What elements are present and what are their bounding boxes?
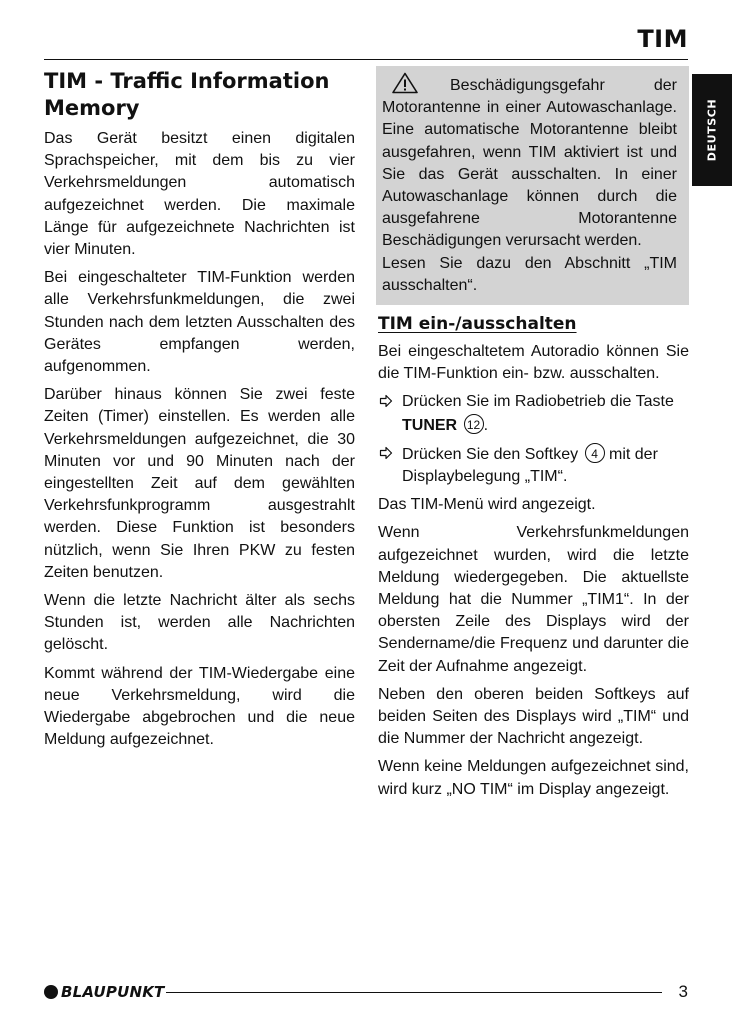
arrow-right-icon (379, 446, 393, 460)
paragraph: Das TIM-Menü wird angezeigt. (378, 496, 596, 514)
paragraph: Neben den oberen beiden Softkeys auf beiden Seiten des Displays wird „TIM“ und die Nummer der Nachricht angezeigt. (378, 685, 689, 748)
step-text-end: . (483, 416, 489, 434)
warning-box (376, 66, 689, 305)
paragraph: Darüber hinaus können Sie zwei feste Zeiten (Timer) einstellen. Es werden alle Verkehrsmeldungen aufgezeichnet, die 30 Minuten vor und 90 Minuten nach der eingestellten Zeit auf dem gewählten Verkehrsfunkprogramm ausgestrahlt werden. Diese Funktion ist besonders nützlich, wenn Sie Ihren PKW zu festen Zeiten benutzen. (44, 386, 355, 581)
paragraph: Bei eingeschalteter TIM-Funktion werden alle Verkehrsfunkmeldungen, die zwei Stunden nach dem letzten Ausschalten des Gerätes empfangen werden, aufgenommen. (44, 269, 355, 376)
paragraph: Kommt während der TIM-Wiedergabe eine neue Verkehrsmeldung, wird die Wiedergabe abgebrochen und die neue Meldung aufgezeichnet. (44, 664, 355, 749)
key-number-badge: 12 (464, 414, 484, 434)
logo-dot-icon (44, 985, 58, 999)
page-header-title: TIM (637, 25, 688, 53)
header-divider (44, 59, 688, 60)
right-column (378, 66, 689, 807)
brand-name: BLAUPUNKT (61, 983, 165, 1001)
language-tab-label: DEUTSCH (705, 98, 719, 162)
arrow-right-icon (379, 394, 393, 408)
warning-text: Beschädigungsgefahr der Motorantenne in einer Autowaschanlage. Eine automatische Motorantenne bleibt ausgefahren, wenn TIM aktiviert ist und Sie das Gerät ausschalten. In einer Autowaschanlage können durch die ausgefahrene Motorantenne Beschädigungen verursacht werden. (382, 77, 677, 250)
left-column (44, 66, 355, 757)
section-heading: TIM - Traffic Information Memory (44, 69, 330, 120)
warning-text-block (382, 72, 677, 253)
paragraph: Das Gerät besitzt einen digitalen Sprachspeicher, mit dem bis zu vier Verkehrsmeldungen automatisch aufgezeichnet werden. Die maximale Länge für aufgezeichnete Nachrichten ist vier Minuten. (44, 130, 355, 259)
brand-logo (44, 982, 165, 1002)
footer-divider (166, 992, 662, 993)
page-number: 3 (678, 982, 688, 1001)
softkey-number-badge: 4 (585, 443, 605, 463)
subsection-heading: TIM ein-/ausschalten (378, 314, 577, 335)
instruction-step-1 (378, 391, 689, 436)
instruction-step-2 (378, 443, 689, 488)
paragraph: Wenn keine Meldungen aufgezeichnet sind, wird kurz „NO TIM“ im Display angezeigt. (378, 758, 689, 798)
paragraph: Wenn die letzte Nachricht älter als sechs Stunden ist, werden alle Nachrichten gelöscht. (44, 592, 355, 654)
language-tab (692, 74, 732, 186)
paragraph: Wenn Verkehrsfunkmeldungen aufgezeichnet wurden, wird die letzte Meldung wiedergegeben. Die aktuellste Meldung hat die Nummer „TIM1“. In der obersten Zeile des Displays wird der Sendername/die Frequenz und darunter die Zeit der Aufnahme angezeigt. (378, 524, 689, 675)
warning-triangle-icon (392, 72, 418, 94)
step-text: Drücken Sie im Radiobetrieb die Taste (402, 393, 674, 411)
warning-reference: Lesen Sie dazu den Abschnitt „TIM ausschalten“. (382, 254, 677, 294)
paragraph: Bei eingeschaltetem Autoradio können Sie die TIM-Funktion ein- bzw. ausschalten. (378, 343, 689, 383)
step-text: Drücken Sie den Softkey (402, 445, 583, 463)
step-text-end: mit der Displaybelegung „TIM“. (402, 445, 658, 486)
tuner-key-label: TUNER (402, 416, 458, 434)
